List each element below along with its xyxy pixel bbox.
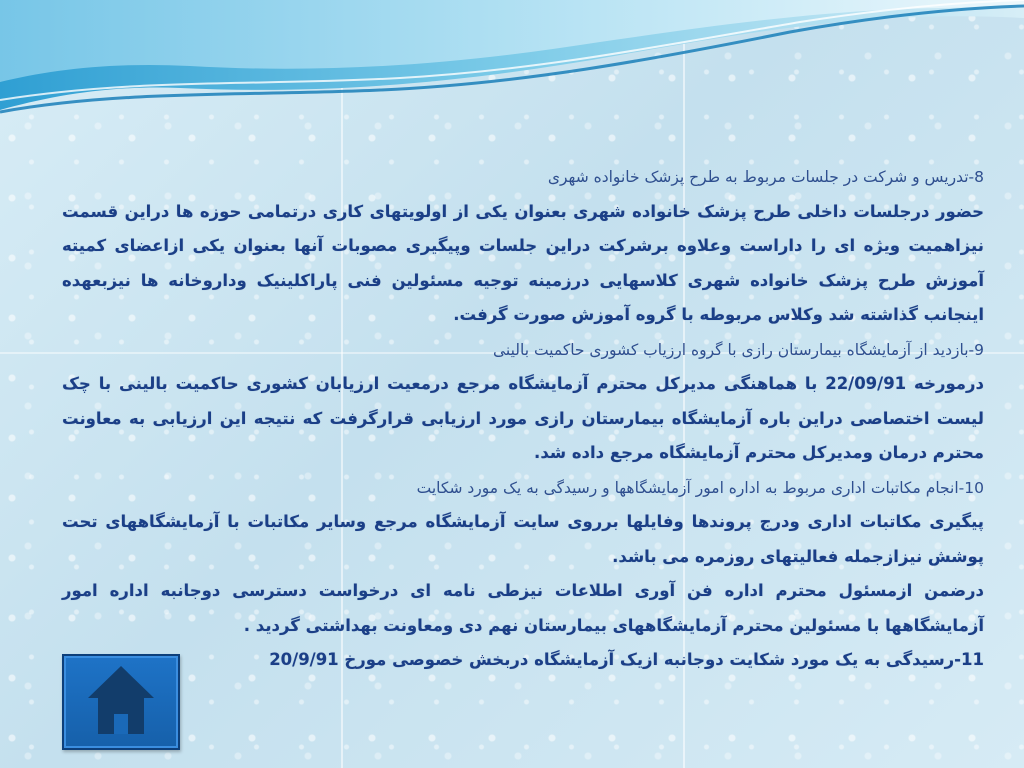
section-9-body: درمورخه 22/09/91 با هماهنگی مدیرکل محترم آزمایشگاه مرجع درمعیت ارزیابان کشوری حاکمیت بالینی با چک لیست اختصاصی دراین باره آزمایشگاه بیمارستان رازی مورد ارزیابی قرارگرفت که نتیجه این ارزیابی به معاونت محترم درمان ومدیرکل محترم آزمایشگاه مرجع داده شد. — [62, 374, 984, 462]
section-10-body-2: درضمن ازمسئول محترم اداره فن آوری اطلاعات نیزطی نامه ای درخواست دسترسی دوجانبه اداره امور آزمایشگاهها با مسئولین محترم آزمایشگاههای بیمارستان نهم دی ومعاونت بهداشتی گردید . — [62, 581, 984, 635]
section-8-body: حضور درجلسات داخلی طرح پزشک خانواده شهری بعنوان یکی از اولویتهای کاری درتمامی حوزه ها دراین قسمت نیزاهمیت ویژه ای را داراست وعلاوه برشرکت دراین جلسات وپیگیری مصوبات آنها بعنوان یکی ازاعضای کمیته آموزش طرح پزشک خانواده شهری کلاسهایی درزمینه توجیه مسئولین فنی پاراکلینیک وداروخانه ها نیزبعهده اینجانب گذاشته شد وکلاس مربوطه با گروه آموزش صورت گرفت. — [62, 201, 984, 324]
section-11-body: 11-رسیدگی به یک مورد شکایت دوجانبه ازیک آزمایشگاه دربخش خصوصی مورخ 20/9/91 — [269, 650, 984, 669]
home-button[interactable] — [62, 654, 180, 750]
home-icon — [86, 664, 156, 740]
slide-content — [62, 160, 984, 678]
section-9-heading: 9-بازدید از آزمایشگاه بیمارستان رازی با گروه ارزیاب کشوری حاکمیت بالینی — [493, 340, 984, 359]
wave-header-decoration — [0, 0, 1024, 120]
section-10-body: پیگیری مکاتبات اداری ودرج پروندها وفایلها برروی سایت آزمایشگاه مرجع وسایر مکاتبات با آزمایشگاههای تحت پوشش نیزازجمله فعالیتهای روزمره می باشد. — [62, 512, 984, 566]
section-10-heading: 10-انجام مکاتبات اداری مربوط به اداره امور آزمایشگاهها و رسیدگی به یک مورد شکایت — [416, 478, 984, 497]
section-8-heading: 8-تدریس و شرکت در جلسات مربوط به طرح پزشک خانواده شهری — [547, 168, 984, 186]
